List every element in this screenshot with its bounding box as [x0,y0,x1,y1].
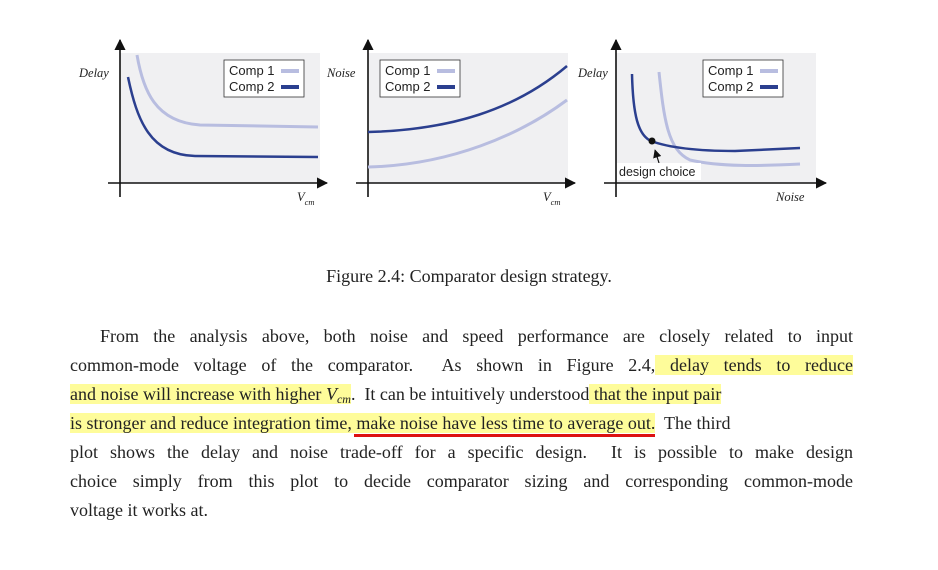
x-axis-label: Noise [776,190,805,204]
highlighted-text: delay tends to reduce [655,355,854,375]
paragraph-line-7: voltage it works at. [70,500,208,520]
x-axis-label-sub: cm [550,197,561,207]
y-axis-label: Delay [578,66,608,80]
legend [224,60,304,97]
x-axis-label [297,190,315,207]
math-v-cm [326,384,351,404]
highlighted-period: . [650,413,656,433]
plot-delay-vs-vcm [78,40,327,207]
x-axis-label [543,190,561,207]
paragraph-line-4 [70,409,853,438]
legend [703,60,783,97]
paragraph-line-1: From the analysis above, both noise and speed performance are closely related to input [100,326,853,346]
highlighted-text: is stronger and reduce integration time, [70,413,357,433]
math-v: V [325,384,337,404]
x-axis-label-main: V [543,190,551,204]
math-cm-subscript: cm [336,392,351,406]
text-plain: . It can be intuitively understood [350,384,590,404]
text-plain: common-mode voltage of the comparator. As shown in Figure 2.4, [70,355,656,375]
x-axis-label-main: V [297,190,305,204]
legend [380,60,460,97]
highlighted-text [70,384,351,404]
legend-label-comp2: Comp 2 [708,79,754,94]
figure-caption: Figure 2.4: Comparator design strategy. [326,266,612,286]
design-choice-annotation: design choice [619,165,696,179]
x-axis-label-sub: cm [304,197,315,207]
plot-delay-vs-noise [577,40,826,204]
paragraph-line-5: plot shows the delay and noise trade-off for a specific design. It is possible to make design [70,442,853,462]
plot-noise-vs-vcm [326,40,575,207]
highlighted-text: that the input pair [589,384,722,404]
figure-2-4 [0,0,938,230]
legend-label-comp1: Comp 1 [708,63,754,78]
legend-label-comp2: Comp 2 [229,79,275,94]
paragraph-line-6: choice simply from this plot to decide comparator sizing and corresponding common-mode [70,471,853,491]
body-paragraph [70,322,853,525]
design-choice-point [649,138,656,145]
red-underlined-text: make noise have less time to average out [356,413,651,433]
paragraph-line-3 [70,380,853,409]
paragraph-line-2 [70,351,853,380]
legend-label-comp1: Comp 1 [229,63,275,78]
highlighted-phrase: and noise will increase with higher [70,384,326,404]
y-axis-label: Delay [79,66,109,80]
text-plain: The third [655,413,731,433]
y-axis-label: Noise [327,66,356,80]
legend-label-comp1: Comp 1 [385,63,431,78]
legend-label-comp2: Comp 2 [385,79,431,94]
